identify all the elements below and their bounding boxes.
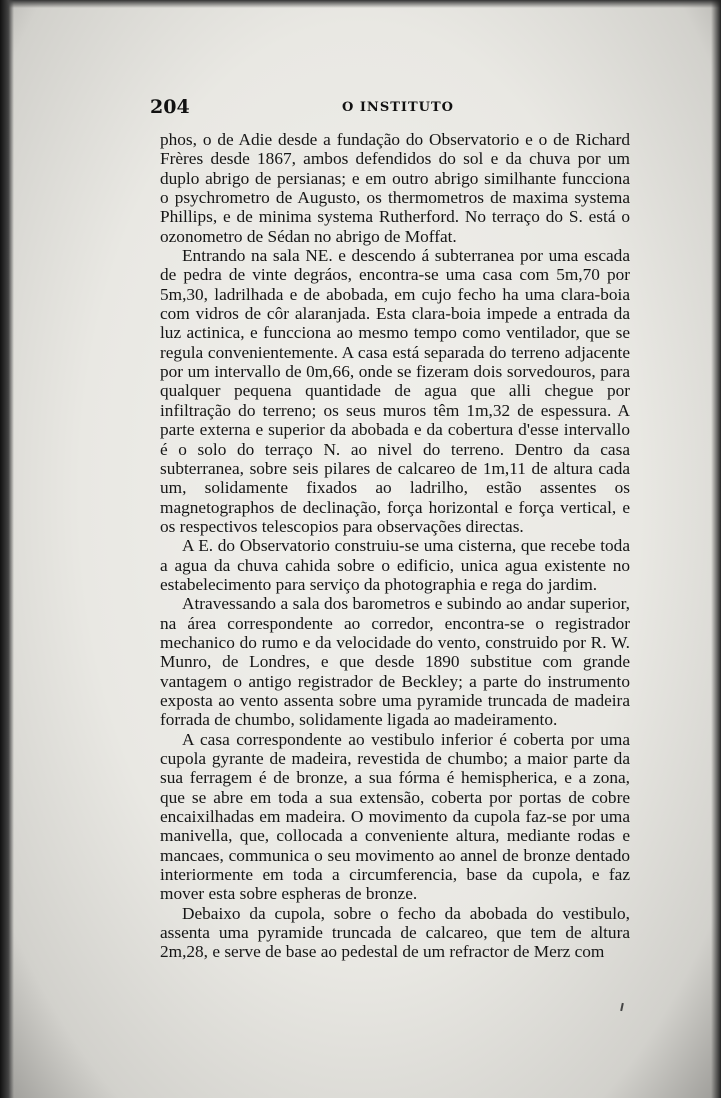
- body-text: [160, 130, 630, 962]
- ink-speck: [620, 1003, 624, 1011]
- page-number: 204: [150, 96, 190, 118]
- paragraph-continuation: phos, o de Adie desde a fundação do Observatorio e o de Richard Frères desde 1867, ambos defendidos do sol e da chuva por um duplo abrigo de persianas; e em outro abrigo similhante funcciona o psychrometro de Augusto, os thermometros de maxima systema Phillips, e de minima systema Rutherford. No terraço do S. está o ozonometro de Sédan no abrigo de Moffat.: [160, 130, 630, 246]
- page-header: [150, 96, 630, 120]
- paragraph-sala-subterranea: Entrando na sala NE. e descendo á subterranea por uma escada de pedra de vinte degráos, encontra-se uma casa com 5m,70 por 5m,30, ladrilhada e de abobada, em cujo fecho ha uma clara-boia com vidros de côr alaranjada. Esta clara-boia impede a entrada da luz actinica, e funcciona ao mesmo tempo como ventilador, que se regula convenientemente. A casa está separada do terreno adjacente por um intervallo de 0m,66, onde se fizeram dois sorvedouros, para qualquer pequena quantidade de agua que alli chegue por infiltração do terreno; os seus muros têm 1m,32 de espessura. A parte externa e superior da abobada e da cobertura d'esse intervallo é o solo do terraço N. ao nivel do terreno. Dentro da casa subterranea, sobre seis pilares de calcareo de 1m,11 de altura cada um, solidamente fixados ao ladrilho, estão assentes os magnetographos de declinação, força horizontal e força vertical, e os respectivos telescopios para observações directas.: [160, 246, 630, 536]
- running-head: O INSTITUTO: [342, 100, 454, 115]
- page-edge-shadow-right: [711, 0, 721, 1098]
- paragraph-registrador-vento: Atravessando a sala dos barometros e subindo ao andar superior, na área correspondente ao corredor, encontra-se o registrador mechanico do rumo e da velocidade do vento, construido por R. W. Munro, de Londres, e que desde 1890 substitue com grande vantagem o antigo registrador de Beckley; a parte do instrumento exposta ao vento assenta sobre uma pyramide truncada de madeira forrada de chumbo, solidamente ligada ao madeiramento.: [160, 594, 630, 730]
- page-edge-shadow-top: [0, 0, 721, 8]
- page-edge-shadow-left: [0, 0, 14, 1098]
- paragraph-refractor: Debaixo da cupola, sobre o fecho da abobada do vestibulo, assenta uma pyramide truncada de calcareo, que tem de altura 2m,28, e serve de base ao pedestal de um refractor de Merz com: [160, 903, 630, 962]
- paragraph-cupola: A casa correspondente ao vestibulo inferior é coberta por uma cupola gyrante de madeira, revestida de chumbo; a maior parte da sua ferragem é de bronze, a sua fórma é hemispherica, e a zona, que se abre em toda a sua extensão, coberta por portas de cobre encaixilhadas em madeira. O movimento da cupola faz-se por uma manivella, que, collocada a conveniente altura, mediante rodas e mancaes, communica o seu movimento ao annel de bronze dentado interiormente em toda a circumferencia, base da cupola, e faz mover esta sobre espheras de bronze.: [160, 729, 630, 904]
- paragraph-cisterna: A E. do Observatorio construiu-se uma cisterna, que recebe toda a agua da chuva cahida sobre o edificio, unica agua existente no estabelecimento para serviço da photographia e rega do jardim.: [160, 536, 630, 594]
